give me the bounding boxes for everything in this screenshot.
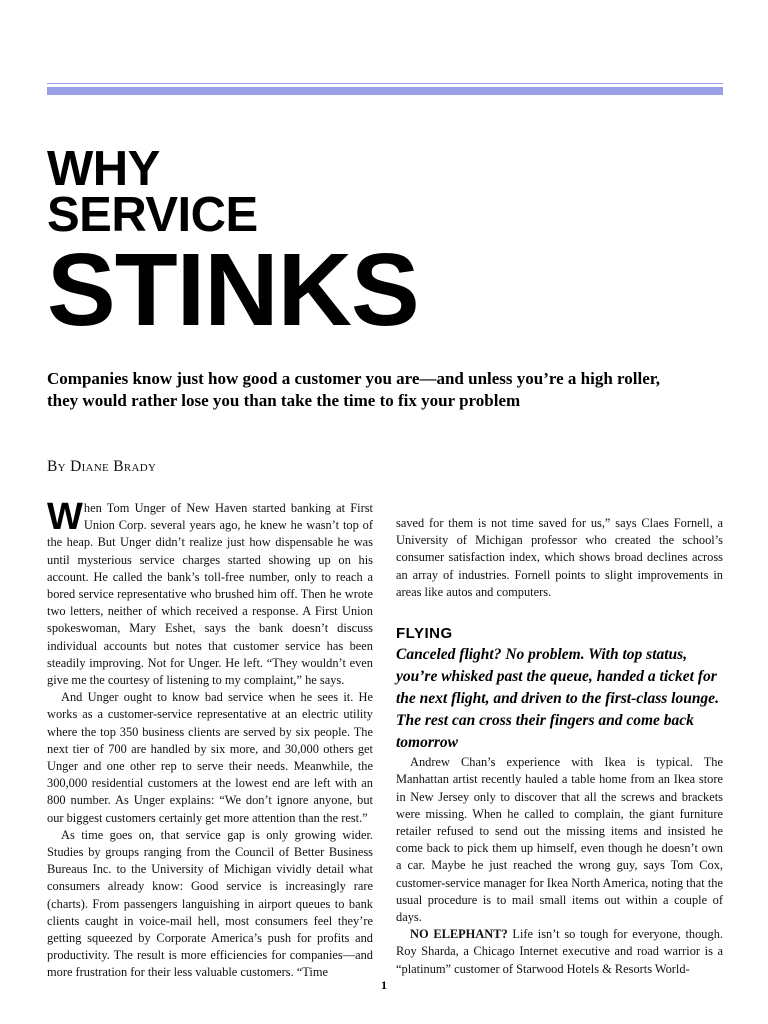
paragraph-3: As time goes on, that service gap is only growing wider. Studies by groups ranging from the Council of Better Business Bureaus Inc. to the University of Michigan vividly detail what consumers already know: Good service is increasingly rare (charts). From passengers languishing in airport queues to bank clients caught in voice-mail hell, most consumers feel they’re getting squeezed by Corporate America’s push for profits and productivity. The result is more efficiencies for companies—and more frustration for their less valuable customers. “Time (47, 827, 373, 980)
byline-prefix: B (47, 458, 58, 475)
drop-cap: W (47, 496, 83, 538)
title-line-service: SERVICE (47, 188, 258, 242)
byline-last-rest: rady (123, 458, 157, 475)
paragraph-5: Andrew Chan’s experience with Ikea is typical. The Manhattan artist recently hauled a table home from an Ikea store in New Jersey only to discover that all the screws and brackets were missing. When he called to complain, the giant furniture retailer refused to send out the missing items and insisted he come back to pick them up himself, even though he doesn’t own a car. Maybe he just reached the wrong guy, says Tom Cox, customer-service manager for Ikea North America, noting that the usual procedure is to mail small items out within a couple of days. (396, 755, 723, 925)
header-rule-thin (47, 83, 723, 84)
section-heading-flying: FLYING (396, 625, 453, 643)
article-column-left (47, 496, 373, 982)
paragraph-6-text: Life isn’t so tough for everyone, though. Roy Sharda, a Chicago Internet executive and road warrior is a “platinum” customer of Starwood Hotels & Resorts World- (396, 927, 723, 976)
byline-first-rest: iane (81, 458, 114, 475)
paragraph-1 (47, 496, 373, 689)
paragraph-1-text: hen Tom Unger of New Haven started banking at First Union Corp. several years ago, he knew he wasn’t top of the heap. But Unger didn’t realize just how dispensable he was until mysterious service charges started showing up on his account. He called the bank’s toll-free number, only to reach a bored service representative who brushed him off. Then he wrote two letters, neither of which received a response. A First Union spokeswoman, Mary Eshet, says the bank doesn’t discuss individual accounts but notes that customer service has been steadily improving. Not for Unger. He left. “They wouldn’t even give me the courtesy of listening to my complaint,” he says. (47, 501, 373, 688)
byline-by-rest: y (57, 458, 71, 475)
byline (47, 458, 156, 476)
article-dek (47, 368, 727, 412)
paragraph-2: And Unger ought to know bad service when he sees it. He works as a customer-service representative at an electric utility where the top 350 business clients are served by six people. The next tier of 700 are handled by six more, and 30,000 others get Unger and one other rep to serve their needs. Meanwhile, the 300,000 residential customers at the lowest end are left with an 800 number. As Unger explains: “We don’t ignore anyone, but our biggest customers certainly get more attention than the rest.” (47, 690, 373, 825)
paragraph-4: saved for them is not time saved for us,” says Claes Fornell, a University of Michigan professor who created the school’s consumer satisfaction index, which shows broad declines across an array of industries. Fornell points to slight improvements in areas like autos and computers. (396, 516, 723, 599)
run-in-heading: NO ELEPHANT? (410, 927, 508, 942)
page-number: 1 (381, 978, 387, 992)
title-line-why: WHY (47, 142, 160, 196)
dek-line-2: they would rather lose you than take the time to fix your problem (47, 391, 521, 410)
byline-first-initial: D (70, 458, 82, 475)
byline-last-initial: B (113, 458, 124, 475)
title-line-stinks: STINKS (47, 232, 419, 347)
dek-line-1: Companies know just how good a customer you are—and unless you’re a high roller, (47, 369, 661, 388)
article-title (47, 142, 419, 347)
header-rule-thick (47, 87, 723, 95)
paragraph-6 (396, 926, 723, 978)
pull-quote: Canceled flight? No problem. With top status, you’re whisked past the queue, handed a ticket for the next flight, and driven to the first-class lounge. The rest can cross their fingers and come back tomorrow (396, 646, 719, 752)
article-column-right (396, 515, 723, 978)
